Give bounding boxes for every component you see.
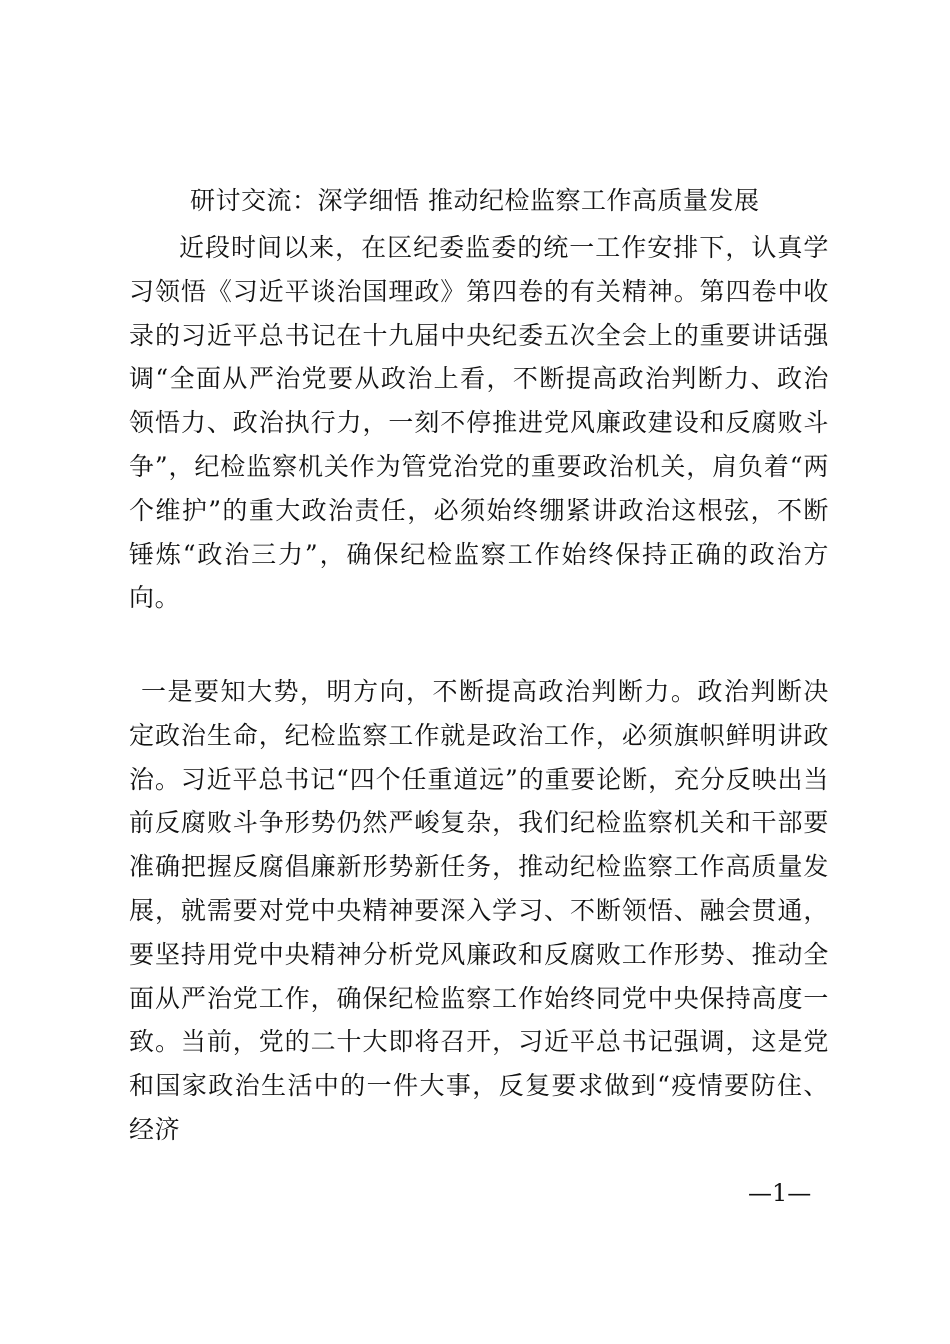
paragraph-point-one: 一是要知大势，明方向，不断提高政治判断力。政治判断决定政治生命，纪检监察工作就是政治工作，必须旗帜鲜明讲政治。习近平总书记“四个任重道远”的重要论断，充分反映出当前反腐败斗争形势仍然严峻复杂，我们纪检监察机关和干部要准确把握反腐倡廉新形势新任务，推动纪检监察工作高质量发展，就需要对党中央精神要深入学习、不断领悟、融会贯通，要坚持用党中央精神分析党风廉政和反腐败工作形势、推动全面从严治党工作，确保纪检监察工作始终同党中央保持高度一致。当前，党的二十大即将召开，习近平总书记强调，这是党和国家政治生活中的一件大事，反复要求做到“疫情要防住、经济 bbox=[129, 677, 829, 1144]
document-title: 研讨交流：深学细悟 推动纪检监察工作高质量发展 bbox=[190, 186, 760, 215]
paragraph-intro: 近段时间以来，在区纪委监委的统一工作安排下，认真学习领悟《习近平谈治国理政》第四卷的有关精神。第四卷中收录的习近平总书记在十九届中央纪委五次全会上的重要讲话强调“全面从严治党要从政治上看，不断提高政治判断力、政治领悟力、政治执行力，一刻不停推进党风廉政建设和反腐败斗争”，纪检监察机关作为管党治党的重要政治机关，肩负着“两个维护”的重大政治责任，必须始终绷紧讲政治这根弦，不断锤炼“政治三力”，确保纪检监察工作始终保持正确的政治方向。 bbox=[129, 233, 829, 613]
page-number: —1— bbox=[748, 1179, 812, 1207]
